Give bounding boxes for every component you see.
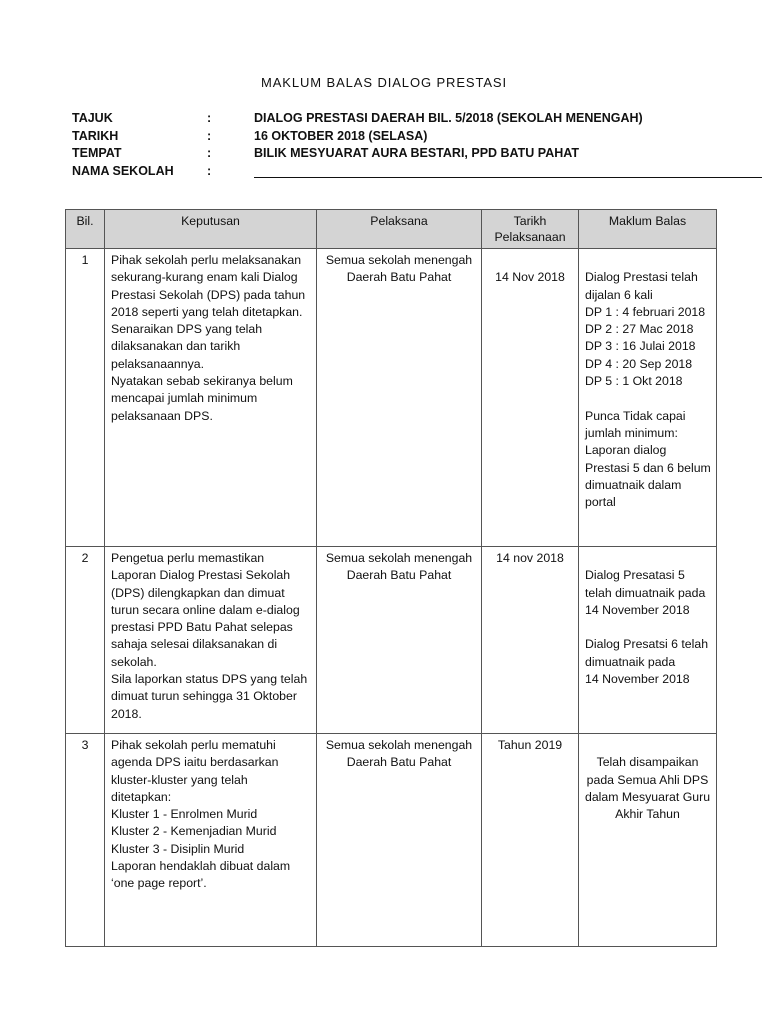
meta-row-nama-sekolah bbox=[72, 162, 712, 180]
cell-text-line: ‘one page report’. bbox=[111, 876, 207, 891]
cell-text-line bbox=[585, 390, 710, 407]
meta-label: TARIKH bbox=[72, 129, 119, 143]
meta-value: 16 OKTOBER 2018 (SELASA) bbox=[254, 129, 428, 143]
header-tarikh-line2: Pelaksanaan bbox=[494, 230, 566, 244]
cell-maklum-balas bbox=[579, 734, 717, 947]
cell-tarikh bbox=[482, 734, 579, 947]
cell-text-line bbox=[585, 619, 710, 636]
cell-text-line: DP 2 : 27 Mac 2018 bbox=[585, 322, 694, 337]
table-row bbox=[66, 547, 717, 734]
tarikh-value: 14 Nov 2018 bbox=[495, 270, 565, 285]
cell-text-line: mencapai jumlah minimum bbox=[111, 391, 258, 406]
cell-text-line: turun secara online dalam e-dialog bbox=[111, 602, 300, 617]
cell-text-line: telah dimuatnaik pada bbox=[585, 585, 706, 600]
meta-colon: : bbox=[207, 111, 212, 125]
cell-text-line: portal bbox=[585, 495, 616, 510]
meta-row-tarikh bbox=[72, 127, 712, 145]
cell-text-line: Senaraikan DPS yang telah bbox=[111, 322, 263, 337]
cell-text-line: sekolah. bbox=[111, 654, 157, 669]
cell-text-line: dimuat turun sehingga 31 Oktober bbox=[111, 689, 297, 704]
cell-text-line: Akhir Tahun bbox=[615, 807, 680, 822]
cell-text-line: dilaksanakan dan tarikh bbox=[111, 339, 241, 354]
cell-text-line: Laporan hendaklah dibuat dalam bbox=[111, 859, 291, 874]
cell-text-line: Semua sekolah menengah bbox=[325, 253, 473, 267]
cell-text-line: DP 3 : 16 Julai 2018 bbox=[585, 339, 696, 354]
cell-text-line: Kluster 3 - Disiplin Murid bbox=[111, 841, 245, 856]
cell-text-line: Daerah Batu Pahat bbox=[346, 270, 452, 285]
cell-text-line: (DPS) dilengkapkan dan dimuat bbox=[111, 585, 285, 600]
cell-text-line: Nyatakan sebab sekiranya belum bbox=[111, 374, 293, 389]
cell-text-line: Telah disampaikan bbox=[596, 755, 699, 770]
cell-text-line: jumlah minimum: bbox=[585, 425, 678, 440]
cell-text-line: Pengetua perlu memastikan bbox=[111, 551, 265, 565]
cell-text-line: Dialog Presatsi 6 telah bbox=[585, 637, 709, 652]
cell-tarikh bbox=[482, 547, 579, 734]
cell-text-line: DP 5 : 1 Okt 2018 bbox=[585, 374, 683, 389]
cell-text-line: ditetapkan: bbox=[111, 789, 172, 804]
cell-text-line: Laporan dialog bbox=[585, 443, 667, 458]
meta-row-tajuk bbox=[72, 109, 712, 127]
cell-text-line: dijalan 6 kali bbox=[585, 287, 653, 302]
cell-text-line: Punca Tidak capai bbox=[585, 408, 686, 423]
cell-maklum-balas bbox=[579, 249, 717, 547]
header-pelaksana: Pelaksana bbox=[317, 210, 482, 249]
meta-label: TEMPAT bbox=[72, 146, 122, 160]
cell-pelaksana bbox=[317, 249, 482, 547]
table-row bbox=[66, 734, 717, 947]
meta-row-tempat bbox=[72, 144, 712, 162]
meta-colon: : bbox=[207, 146, 212, 160]
cell-text-line: Pihak sekolah perlu melaksanakan bbox=[111, 253, 302, 267]
meta-value: DIALOG PRESTASI DAERAH BIL. 5/2018 (SEKOLAH MENENGAH) bbox=[254, 111, 643, 125]
header-bil: Bil. bbox=[66, 210, 105, 249]
tarikh-value: 14 nov 2018 bbox=[496, 551, 564, 565]
cell-text-line: Kluster 1 - Enrolmen Murid bbox=[111, 807, 258, 822]
cell-keputusan bbox=[105, 734, 317, 947]
cell-pelaksana bbox=[317, 547, 482, 734]
cell-text-line: Pihak sekolah perlu mematuhi bbox=[111, 738, 276, 752]
cell-text-line: 14 November 2018 bbox=[585, 602, 690, 617]
header-maklum-balas: Maklum Balas bbox=[579, 210, 717, 249]
cell-text-line: agenda DPS iaitu berdasarkan bbox=[111, 755, 279, 770]
cell-text-line: 2018 seperti yang telah ditetapkan. bbox=[111, 304, 303, 319]
cell-text-line: kluster-kluster yang telah bbox=[111, 772, 248, 787]
tarikh-value: Tahun 2019 bbox=[497, 738, 563, 752]
cell-text-line: dimuatnaik pada bbox=[585, 654, 676, 669]
cell-text-line: Dialog Prestasi telah bbox=[585, 270, 698, 285]
cell-text-line: Prestasi 5 dan 6 belum bbox=[585, 460, 711, 475]
table-header-row bbox=[66, 210, 717, 249]
cell-text-line: 2018. bbox=[111, 706, 142, 721]
cell-text-line: dalam Mesyuarat Guru bbox=[585, 789, 711, 804]
cell-text-line: Sila laporkan status DPS yang telah bbox=[111, 672, 308, 687]
cell-text-line: DP 1 : 4 februari 2018 bbox=[585, 304, 706, 319]
meta-colon: : bbox=[207, 129, 212, 143]
meta-label: NAMA SEKOLAH bbox=[72, 164, 174, 178]
cell-text-line: Laporan Dialog Prestasi Sekolah bbox=[111, 568, 291, 583]
cell-maklum-balas bbox=[579, 547, 717, 734]
cell-text-line: Daerah Batu Pahat bbox=[346, 568, 452, 583]
cell-keputusan bbox=[105, 547, 317, 734]
cell-text-line: Prestasi Sekolah (DPS) pada tahun bbox=[111, 287, 306, 302]
cell-text-line: Daerah Batu Pahat bbox=[346, 755, 452, 770]
cell-text-line: pada Semua Ahli DPS bbox=[586, 772, 709, 787]
cell-text-line: 14 November 2018 bbox=[585, 672, 690, 687]
school-name-blank-line bbox=[254, 162, 762, 178]
header-tarikh-pelaksanaan bbox=[482, 210, 579, 249]
table-row bbox=[66, 249, 717, 547]
cell-text-line: pelaksanaan DPS. bbox=[111, 408, 213, 423]
cell-text-line: sekurang-kurang enam kali Dialog bbox=[111, 270, 298, 285]
cell-text-line: Dialog Presatasi 5 bbox=[585, 568, 685, 583]
cell-text-line: prestasi PPD Batu Pahat selepas bbox=[111, 620, 293, 635]
cell-tarikh bbox=[482, 249, 579, 547]
feedback-table bbox=[65, 209, 717, 947]
cell-text-line: Semua sekolah menengah bbox=[325, 551, 473, 565]
cell-text-line: Semua sekolah menengah bbox=[325, 738, 473, 752]
cell-text-line: DP 4 : 20 Sep 2018 bbox=[585, 356, 693, 371]
cell-text-line: sahaja selesai dilaksanakan di bbox=[111, 637, 278, 652]
cell-keputusan bbox=[105, 249, 317, 547]
cell-text-line: pelaksanaannya. bbox=[111, 356, 204, 371]
meta-colon: : bbox=[207, 164, 212, 178]
cell-bil: 3 bbox=[66, 734, 105, 947]
cell-text-line: dimuatnaik dalam bbox=[585, 477, 682, 492]
document-title: MAKLUM BALAS DIALOG PRESTASI bbox=[260, 75, 508, 90]
cell-bil: 1 bbox=[66, 249, 105, 547]
meta-label: TAJUK bbox=[72, 111, 113, 125]
header-tarikh-line1: Tarikh bbox=[513, 214, 547, 228]
meta-value: BILIK MESYUARAT AURA BESTARI, PPD BATU PAHAT bbox=[254, 146, 579, 160]
cell-text-line: Kluster 2 - Kemenjadian Murid bbox=[111, 824, 277, 839]
header-keputusan: Keputusan bbox=[105, 210, 317, 249]
cell-bil: 2 bbox=[66, 547, 105, 734]
cell-pelaksana bbox=[317, 734, 482, 947]
